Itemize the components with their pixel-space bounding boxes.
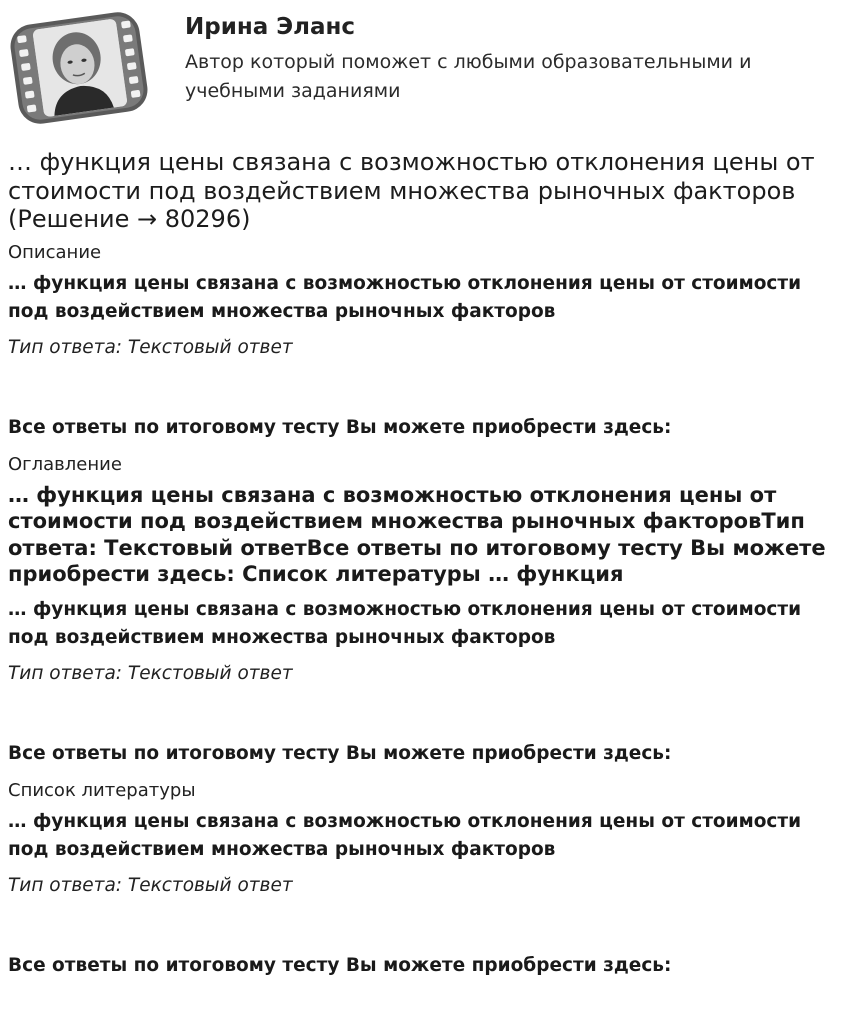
page-title: … функция цены связана с возможностью отклонения цены от стоимости под воздействием множества рыночных факторов (Решение → 80296)	[8, 148, 815, 233]
references-label: Список литературы	[8, 779, 196, 801]
author-avatar[interactable]	[8, 8, 150, 128]
references-cta-link[interactable]: Все ответы по итоговому тесту Вы можете приобрести здесь:	[8, 954, 672, 976]
main-content	[8, 148, 840, 992]
toc-answer-type: Тип ответа: Текстовый ответ	[8, 662, 293, 684]
author-card	[0, 0, 847, 140]
description-label: Описание	[8, 241, 102, 263]
references-answer-type: Тип ответа: Текстовый ответ	[8, 874, 293, 896]
description-cta-link[interactable]: Все ответы по итоговому тесту Вы можете приобрести здесь:	[8, 416, 672, 438]
description-answer-type: Тип ответа: Текстовый ответ	[8, 336, 293, 358]
toc-section	[8, 454, 840, 766]
description-section	[8, 242, 840, 440]
author-name[interactable]: Ирина Эланс	[185, 14, 356, 40]
author-description: Автор который поможет с любыми образовательными и учебными заданиями	[185, 51, 752, 102]
toc-question: … функция цены связана с возможностью отклонения цены от стоимости под воздействием множества рыночных факторов	[8, 598, 802, 648]
description-question: … функция цены связана с возможностью отклонения цены от стоимости под воздействием множества рыночных факторов	[8, 272, 802, 322]
references-section	[8, 780, 840, 978]
toc-cta-link[interactable]: Все ответы по итоговому тесту Вы можете приобрести здесь:	[8, 742, 672, 764]
toc-summary: … функция цены связана с возможностью отклонения цены от стоимости под воздействием множества рыночных факторовТип ответа: Текстовый ответВсе ответы по итоговому тесту Вы можете приобрести здесь: Список литературы … функция	[8, 482, 826, 586]
references-question: … функция цены связана с возможностью отклонения цены от стоимости под воздействием множества рыночных факторов	[8, 810, 802, 860]
toc-label: Оглавление	[8, 453, 122, 475]
